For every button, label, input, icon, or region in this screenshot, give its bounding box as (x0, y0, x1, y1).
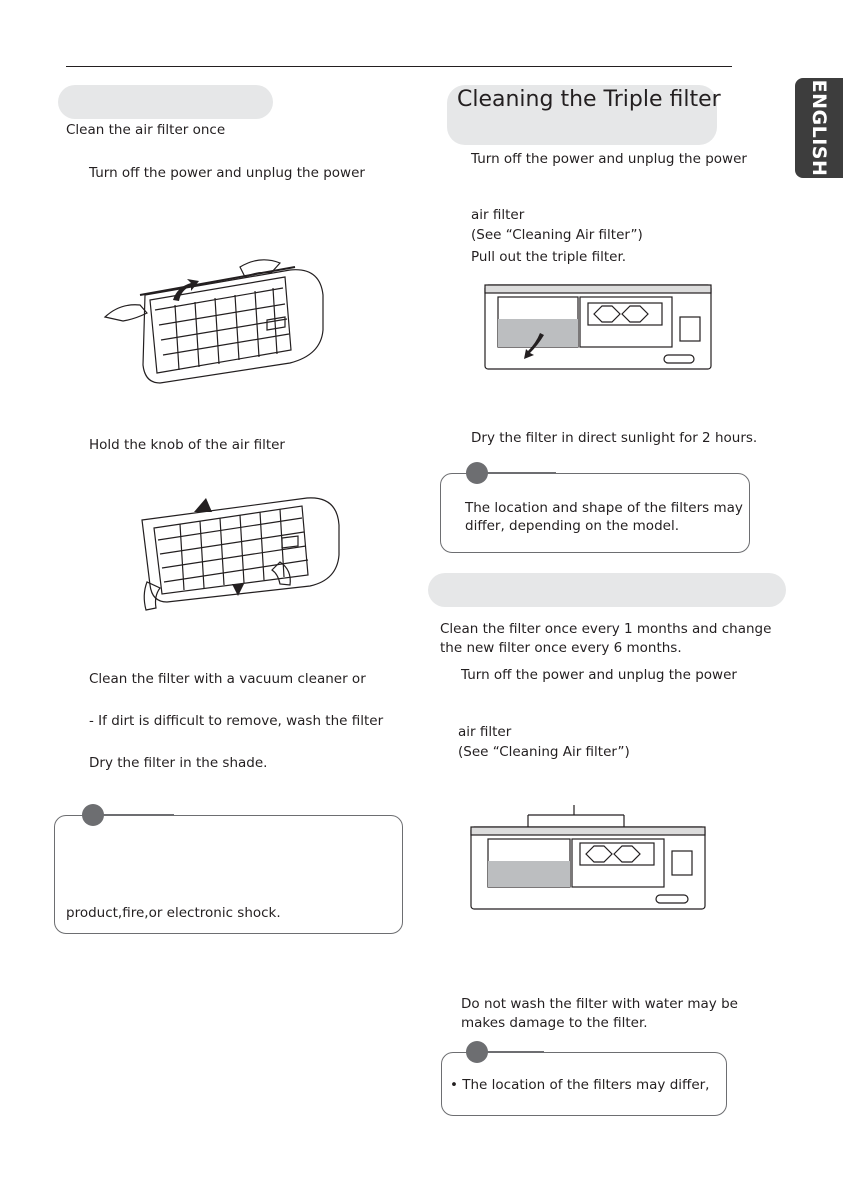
left-section-heading-pill (58, 85, 273, 119)
open-front-panel-illustration (95, 255, 330, 390)
left-note-text: product,fire,or electronic shock. (66, 905, 281, 921)
triple-step-4: Dry the filter in direct sunlight for 2 hours. (471, 430, 758, 446)
header-rule (66, 66, 732, 67)
second-step-1: Turn off the power and unplug the power (461, 667, 737, 683)
triple-note-line1: The location and shape of the filters may (465, 500, 743, 516)
triple-filter-title: Cleaning the Triple filter (457, 87, 721, 112)
left-step-3-sub: - If dirt is difficult to remove, wash the filter (89, 713, 384, 729)
triple-step-2-line1: air filter (471, 207, 525, 223)
left-step-1: Turn off the power and unplug the power (89, 165, 365, 181)
second-note-text: • The location of the filters may differ, (450, 1077, 710, 1093)
left-note-rule (96, 814, 174, 816)
left-intro-text: Clean the air filter once (66, 122, 226, 138)
note-icon (466, 462, 488, 484)
lift-air-filter-illustration (132, 490, 342, 620)
filters-location-illustration (470, 805, 722, 911)
second-intro-line2: the new filter once every 6 months. (440, 640, 682, 656)
triple-step-3: Pull out the triple filter. (471, 249, 627, 265)
second-step-2-line2: (See “Cleaning Air filter”) (458, 744, 630, 760)
note-icon (82, 804, 104, 826)
note-icon (466, 1041, 488, 1063)
triple-note-rule (478, 472, 556, 474)
second-step-3-line2: makes damage to the filter. (461, 1015, 648, 1031)
second-step-2-line1: air filter (458, 724, 512, 740)
second-step-3-line1: Do not wash the filter with water may be (461, 996, 738, 1012)
triple-step-2-line2: (See “Cleaning Air filter”) (471, 227, 643, 243)
triple-filter-unit-illustration (484, 283, 714, 371)
language-tab-label: ENGLISH (808, 79, 830, 177)
second-intro-line1: Clean the filter once every 1 months and change (440, 621, 772, 637)
language-tab (795, 78, 843, 178)
triple-step-1: Turn off the power and unplug the power (471, 151, 747, 167)
left-step-4: Dry the filter in the shade. (89, 755, 268, 771)
triple-note-line2: differ, depending on the model. (465, 518, 679, 534)
up-arrow-icon (194, 498, 212, 512)
second-section-heading-pill (428, 573, 786, 607)
left-step-3: Clean the filter with a vacuum cleaner or (89, 671, 366, 687)
left-step-2: Hold the knob of the air filter (89, 437, 285, 453)
